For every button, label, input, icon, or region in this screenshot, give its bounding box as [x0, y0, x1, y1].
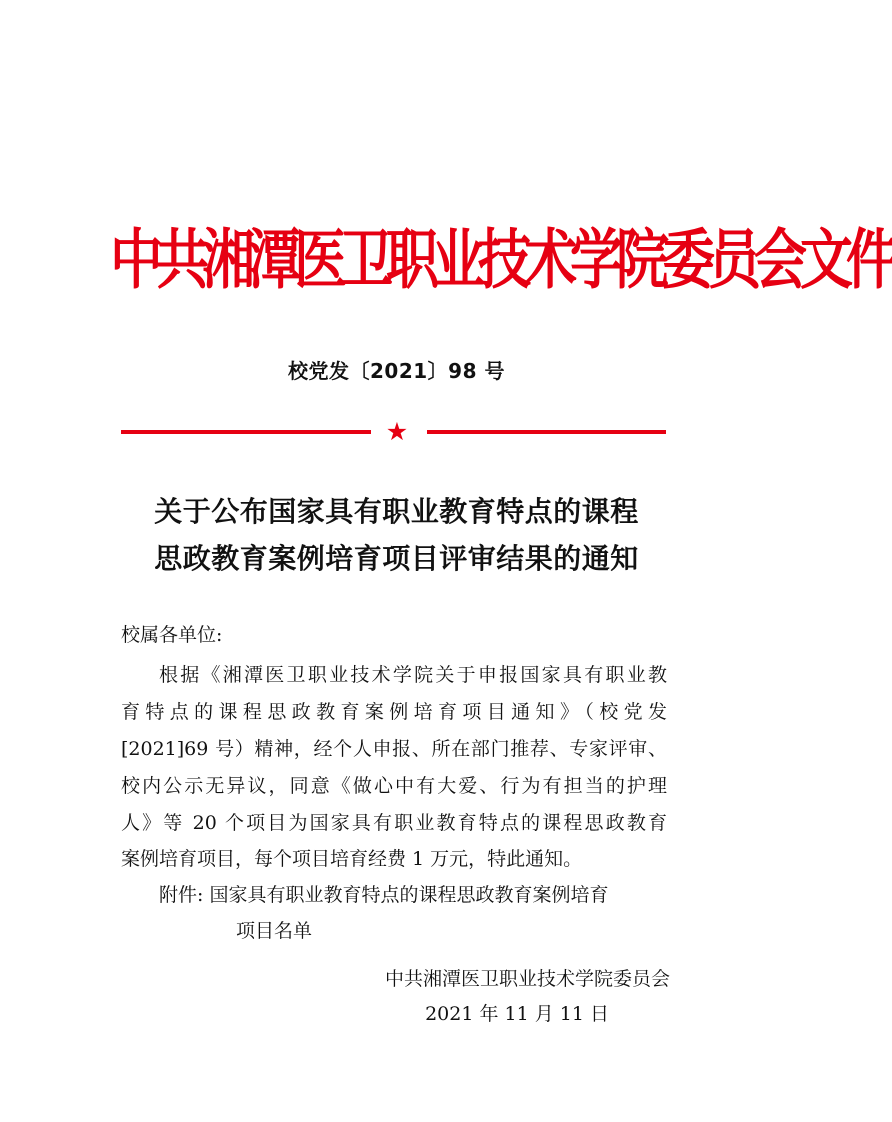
body-line: 根据《湘潭医卫职业技术学院关于申报国家具有职业教: [159, 664, 667, 686]
attachment-line-continued: 项目名单: [236, 920, 313, 942]
red-divider-right: [427, 430, 666, 434]
body-line: [2021]69 号）精神，经个人申报、所在部门推荐、专家评审、: [121, 738, 667, 760]
body-line: 校内公示无异议，同意《做心中有大爱、行为有担当的护理: [121, 775, 667, 797]
star-icon: ★: [385, 417, 409, 446]
body-line: 育特点的课程思政教育案例培育项目通知》（校党发: [121, 701, 667, 723]
document-masthead: 中共湘潭医卫职业技术学院委员会文件: [110, 222, 892, 298]
issuing-organization: 中共湘潭医卫职业技术学院委员会: [384, 968, 670, 990]
red-divider-left: [121, 430, 371, 434]
addressee: 校属各单位:: [121, 624, 223, 646]
attachment-line: 附件: 国家具有职业教育特点的课程思政教育案例培育: [159, 884, 609, 906]
issue-date: 2021 年 11 月 11 日: [425, 1003, 609, 1025]
notice-title-line-2: 思政教育案例培育项目评审结果的通知: [154, 542, 639, 575]
body-line: 人》等 20 个项目为国家具有职业教育特点的课程思政教育: [121, 812, 667, 834]
notice-title-line-1: 关于公布国家具有职业教育特点的课程: [154, 495, 639, 528]
document-number: 校党发〔2021〕98 号: [288, 359, 505, 383]
body-line: 案例培育项目，每个项目培育经费 1 万元，特此通知。: [121, 848, 583, 870]
